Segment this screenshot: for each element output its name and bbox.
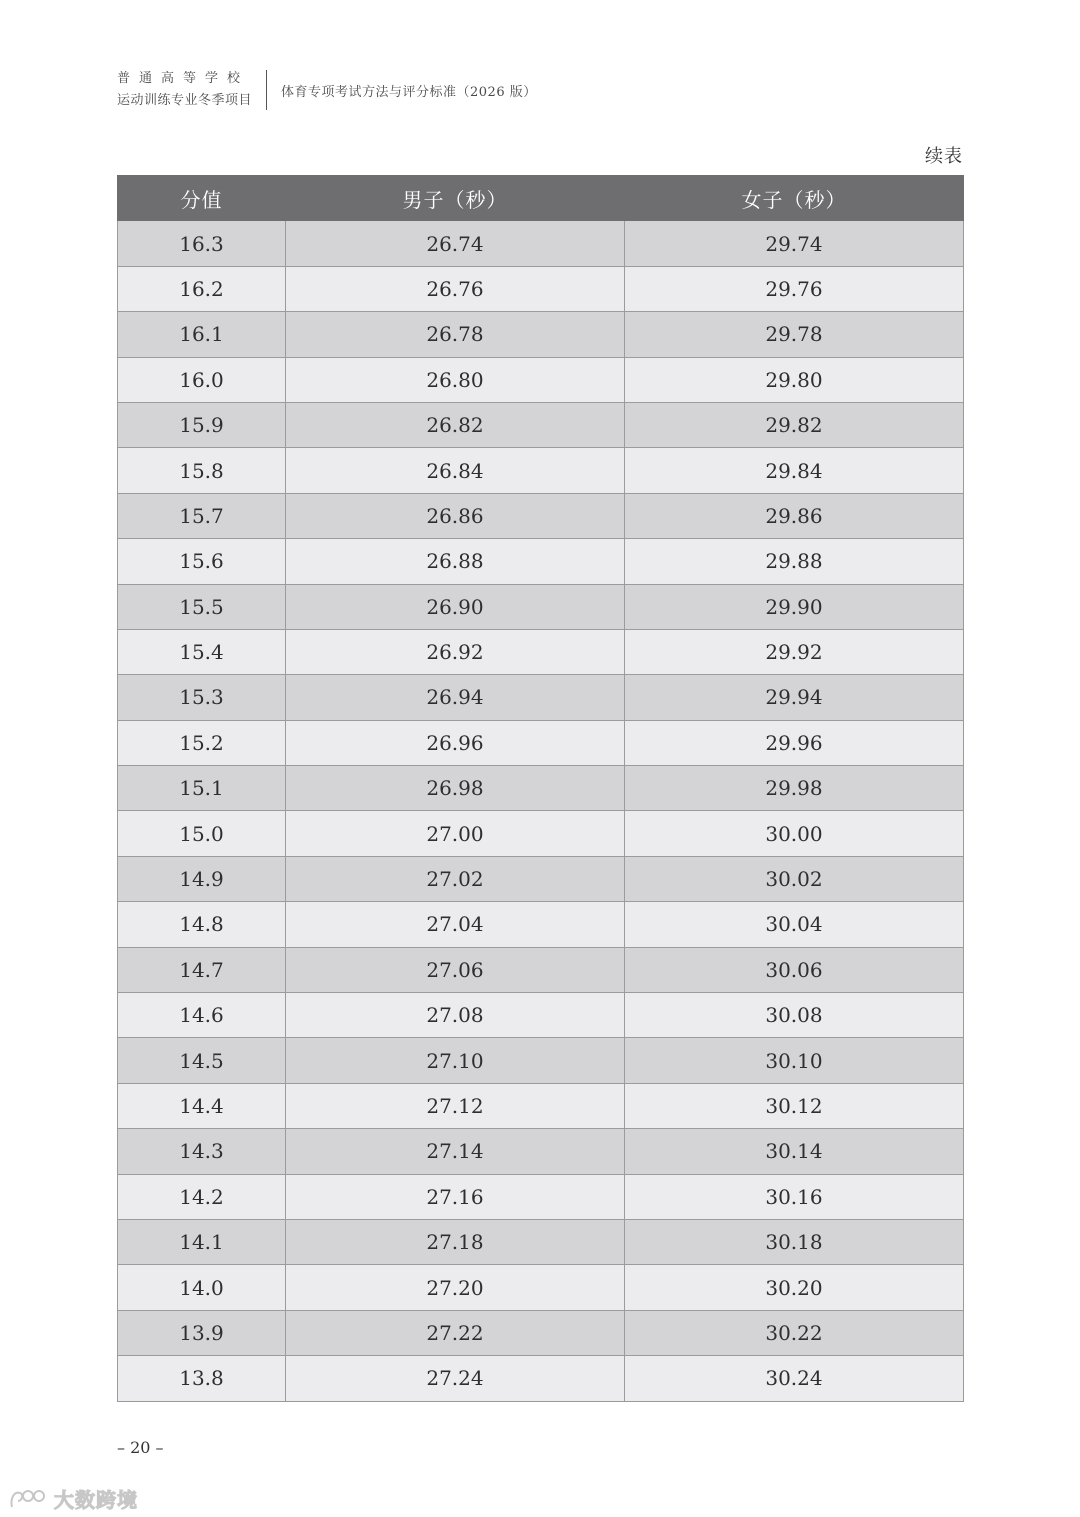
cell-male-time: 26.82 [286, 402, 625, 447]
cell-female-time: 30.10 [625, 1038, 964, 1083]
cell-male-time: 27.14 [286, 1129, 625, 1174]
cell-score: 15.0 [118, 811, 286, 856]
cell-score: 15.1 [118, 766, 286, 811]
cell-score: 13.9 [118, 1310, 286, 1355]
cell-score: 14.2 [118, 1174, 286, 1219]
table-row [118, 1174, 964, 1219]
cell-female-time: 30.14 [625, 1129, 964, 1174]
cell-male-time: 27.00 [286, 811, 625, 856]
cell-male-time: 26.84 [286, 448, 625, 493]
cell-male-time: 26.98 [286, 766, 625, 811]
cell-male-time: 27.04 [286, 902, 625, 947]
cell-female-time: 30.22 [625, 1310, 964, 1355]
cell-score: 15.4 [118, 629, 286, 674]
cell-male-time: 26.74 [286, 221, 625, 266]
table-row [118, 584, 964, 629]
cell-male-time: 26.94 [286, 675, 625, 720]
cell-score: 14.5 [118, 1038, 286, 1083]
table-row [118, 1310, 964, 1355]
table-row [118, 629, 964, 674]
cell-male-time: 26.76 [286, 266, 625, 311]
table-row [118, 856, 964, 901]
cell-score: 15.8 [118, 448, 286, 493]
cell-score: 14.7 [118, 947, 286, 992]
cell-female-time: 30.04 [625, 902, 964, 947]
cell-male-time: 27.12 [286, 1083, 625, 1128]
cell-male-time: 26.90 [286, 584, 625, 629]
cell-male-time: 27.02 [286, 856, 625, 901]
watermark [8, 1484, 138, 1513]
cell-male-time: 27.18 [286, 1219, 625, 1264]
cell-score: 15.2 [118, 720, 286, 765]
watermark-text: 大数跨境 [54, 1488, 138, 1512]
cell-male-time: 27.10 [286, 1038, 625, 1083]
cell-male-time: 27.16 [286, 1174, 625, 1219]
cell-score: 15.3 [118, 675, 286, 720]
cell-score: 14.8 [118, 902, 286, 947]
cell-male-time: 27.08 [286, 993, 625, 1038]
cell-female-time: 29.90 [625, 584, 964, 629]
table-row [118, 357, 964, 402]
cell-female-time: 29.88 [625, 539, 964, 584]
table-row [118, 1219, 964, 1264]
cell-male-time: 26.78 [286, 312, 625, 357]
cell-female-time: 29.96 [625, 720, 964, 765]
cell-female-time: 29.80 [625, 357, 964, 402]
table-row [118, 1038, 964, 1083]
table-row [118, 448, 964, 493]
cell-male-time: 27.24 [286, 1356, 625, 1401]
table-row [118, 947, 964, 992]
table-header-row [118, 176, 964, 221]
page-number: – 20 – [117, 1438, 164, 1457]
table-row [118, 1356, 964, 1401]
table-row [118, 266, 964, 311]
cell-female-time: 30.06 [625, 947, 964, 992]
cell-score: 16.3 [118, 221, 286, 266]
cell-score: 13.8 [118, 1356, 286, 1401]
header-school-title: 普通高等学校 [117, 71, 250, 86]
running-header [117, 70, 537, 110]
column-header-score: 分值 [118, 176, 286, 221]
cell-score: 15.5 [118, 584, 286, 629]
cell-female-time: 30.24 [625, 1356, 964, 1401]
table-row [118, 221, 964, 266]
table-body [118, 221, 964, 1401]
column-header-male: 男子（秒） [286, 176, 625, 221]
cell-female-time: 30.00 [625, 811, 964, 856]
table-row [118, 1265, 964, 1310]
cell-score: 16.0 [118, 357, 286, 402]
cell-female-time: 29.92 [625, 629, 964, 674]
cell-female-time: 30.18 [625, 1219, 964, 1264]
header-program-title: 运动训练专业冬季项目 [117, 93, 253, 108]
table-row [118, 720, 964, 765]
cell-score: 15.6 [118, 539, 286, 584]
cell-female-time: 30.20 [625, 1265, 964, 1310]
table-row [118, 539, 964, 584]
cell-female-time: 29.86 [625, 493, 964, 538]
cell-score: 14.3 [118, 1129, 286, 1174]
cell-female-time: 29.98 [625, 766, 964, 811]
cell-male-time: 26.86 [286, 493, 625, 538]
cell-female-time: 29.74 [625, 221, 964, 266]
table-row [118, 902, 964, 947]
cell-male-time: 26.88 [286, 539, 625, 584]
table-row [118, 493, 964, 538]
cell-female-time: 30.16 [625, 1174, 964, 1219]
cell-female-time: 29.84 [625, 448, 964, 493]
table-row [118, 1129, 964, 1174]
watermark-logo-icon [8, 1487, 48, 1511]
cell-score: 16.1 [118, 312, 286, 357]
table-row [118, 675, 964, 720]
cell-male-time: 27.22 [286, 1310, 625, 1355]
cell-score: 14.9 [118, 856, 286, 901]
score-table [117, 175, 964, 1402]
table-row [118, 766, 964, 811]
cell-female-time: 29.78 [625, 312, 964, 357]
cell-female-time: 30.08 [625, 993, 964, 1038]
cell-male-time: 26.96 [286, 720, 625, 765]
cell-male-time: 26.80 [286, 357, 625, 402]
cell-male-time: 27.06 [286, 947, 625, 992]
header-divider [266, 70, 267, 110]
cell-score: 14.1 [118, 1219, 286, 1264]
cell-female-time: 30.02 [625, 856, 964, 901]
cell-score: 14.0 [118, 1265, 286, 1310]
table-row [118, 993, 964, 1038]
header-left-block [117, 70, 252, 110]
cell-female-time: 29.94 [625, 675, 964, 720]
column-header-female: 女子（秒） [625, 176, 964, 221]
table-row [118, 811, 964, 856]
cell-female-time: 29.82 [625, 402, 964, 447]
cell-male-time: 27.20 [286, 1265, 625, 1310]
cell-score: 15.7 [118, 493, 286, 538]
table-row [118, 312, 964, 357]
table-row [118, 402, 964, 447]
cell-female-time: 29.76 [625, 266, 964, 311]
cell-score: 14.6 [118, 993, 286, 1038]
continued-table-label: 续表 [925, 146, 963, 167]
cell-female-time: 30.12 [625, 1083, 964, 1128]
header-document-title: 体育专项考试方法与评分标准（2026 版） [281, 84, 537, 100]
cell-score: 14.4 [118, 1083, 286, 1128]
cell-score: 15.9 [118, 402, 286, 447]
cell-score: 16.2 [118, 266, 286, 311]
cell-male-time: 26.92 [286, 629, 625, 674]
table-row [118, 1083, 964, 1128]
